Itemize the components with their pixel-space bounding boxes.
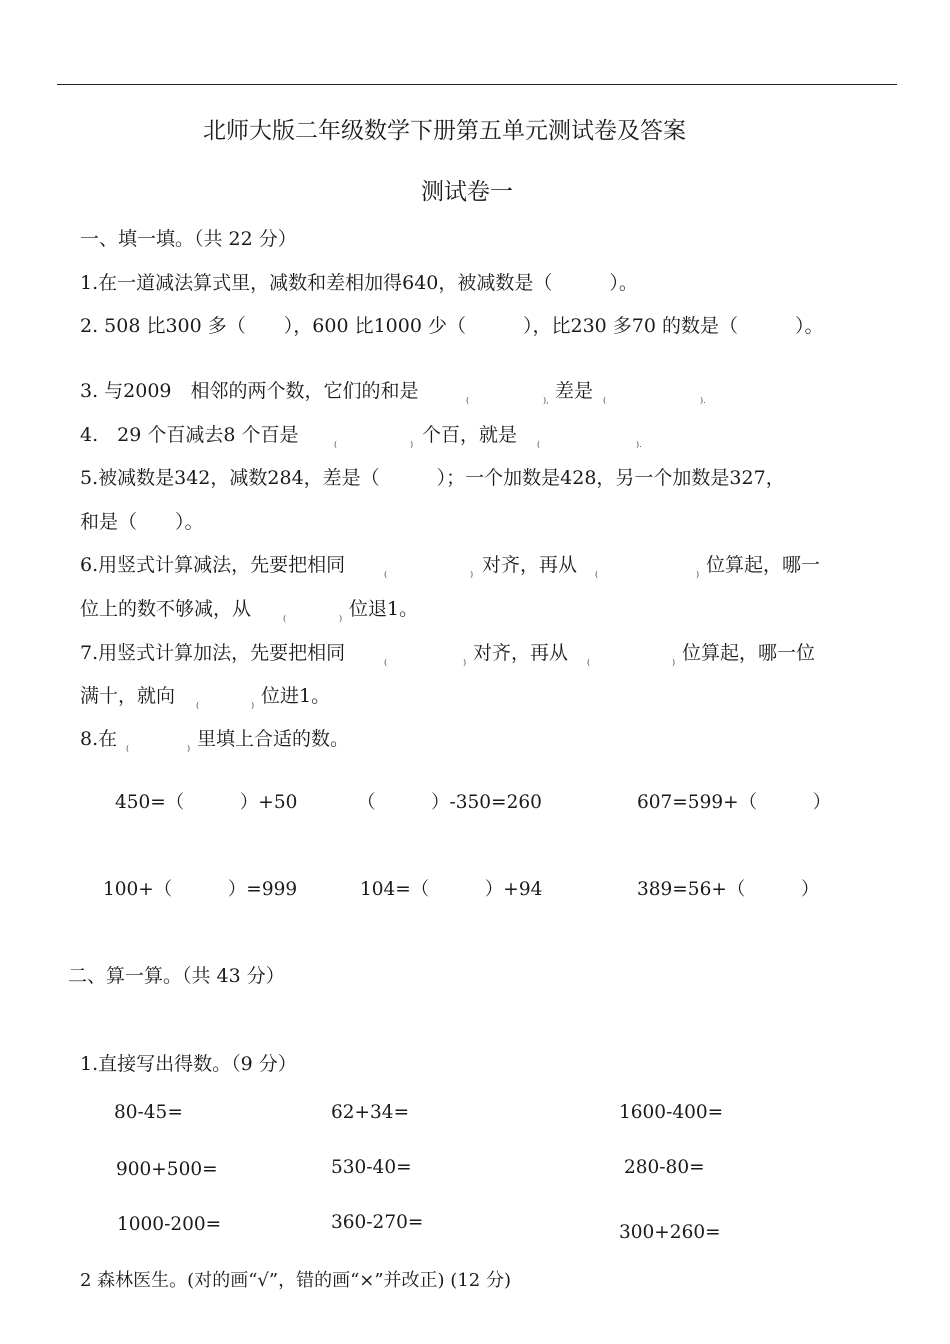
- question-4-part-a: 4. 29 个百减去8 个百是: [80, 424, 299, 446]
- blank-close-mark: ).: [636, 440, 642, 449]
- calc-item: 530-40=: [331, 1157, 412, 1178]
- blank-close-mark: ): [696, 570, 700, 579]
- fill-equation: （ ）-350=260: [357, 792, 542, 813]
- question-7-part-a: 7.用竖式计算加法，先要把相同: [80, 642, 346, 664]
- question-6-part-b: 对齐，再从: [482, 554, 578, 576]
- calc-item: 900+500=: [116, 1159, 218, 1180]
- question-5-line-2: 和是（ ）。: [80, 511, 204, 533]
- question-3-part-a: 3. 与2009 相邻的两个数，它们的和是: [80, 380, 419, 402]
- fill-equation: 389=56+（ ）: [637, 879, 820, 900]
- blank-close-mark: ),: [543, 396, 549, 405]
- blank-close-mark: ): [470, 570, 474, 579]
- blank-open-mark: (: [466, 396, 470, 405]
- fill-equation: 104=（ ）+94: [360, 879, 543, 900]
- calc-item: 1600-400=: [619, 1102, 724, 1123]
- question-1: 1.在一道减法算式里，减数和差相加得640，被减数是（ ）。: [80, 272, 638, 294]
- fill-equation: 450=（ ）+50: [115, 792, 298, 813]
- calc-item: 360-270=: [331, 1212, 424, 1233]
- blank-open-mark: (: [283, 614, 287, 623]
- blank-open-mark: (: [384, 570, 388, 579]
- blank-open-mark: (: [603, 396, 607, 405]
- question-7-part-d: 满十，就向: [80, 685, 176, 707]
- blank-close-mark: ): [339, 614, 343, 623]
- blank-close-mark: ).: [700, 396, 706, 405]
- question-4-part-b: 个百，就是: [422, 424, 518, 446]
- calc-item: 300+260=: [619, 1222, 721, 1243]
- question-8-part-a: 8.在: [80, 728, 118, 750]
- calc-item: 62+34=: [331, 1102, 410, 1123]
- section2-heading: 二、算一算。（共 43 分）: [68, 965, 285, 987]
- blank-open-mark: (: [595, 570, 599, 579]
- section2-sub1: 1.直接写出得数。（9 分）: [80, 1053, 297, 1075]
- calc-item: 280-80=: [624, 1157, 705, 1178]
- question-6-part-e: 位退1。: [349, 598, 419, 620]
- question-6-part-a: 6.用竖式计算减法，先要把相同: [80, 554, 346, 576]
- question-6-part-d: 位上的数不够减，从: [80, 598, 252, 620]
- blank-close-mark: ): [251, 701, 255, 710]
- question-7-part-b: 对齐，再从: [473, 642, 569, 664]
- section2-sub2: 2 森林医生。(对的画“√”，错的画“×”并改正) (12 分): [80, 1270, 511, 1291]
- question-3-part-b: 差是: [555, 380, 594, 402]
- calc-item: 80-45=: [114, 1102, 183, 1123]
- question-5-line-1: 5.被减数是342，减数284，差是（ ）；一个加数是428，另一个加数是327，: [80, 467, 785, 489]
- blank-close-mark: ): [187, 744, 191, 753]
- question-8-part-b: 里填上合适的数。: [197, 728, 350, 750]
- document-subtitle: 测试卷一: [421, 179, 513, 205]
- section1-heading: 一、填一填。（共 22 分）: [80, 228, 297, 250]
- question-7-part-e: 位进1。: [261, 685, 331, 707]
- blank-open-mark: (: [384, 658, 388, 667]
- blank-open-mark: (: [537, 440, 541, 449]
- question-7-part-c: 位算起，哪一位: [682, 642, 816, 664]
- blank-open-mark: (: [126, 744, 130, 753]
- fill-equation: 100+（ ）=999: [103, 879, 298, 900]
- question-2: 2. 508 比300 多（ ），600 比1000 少（ ），比230 多70 的数是（ ）。: [80, 315, 824, 337]
- question-6-part-c: 位算起，哪一: [706, 554, 821, 576]
- fill-equation: 607=599+（ ）: [637, 792, 832, 813]
- blank-open-mark: (: [587, 658, 591, 667]
- blank-open-mark: (: [334, 440, 338, 449]
- blank-open-mark: (: [196, 701, 200, 710]
- document-title: 北师大版二年级数学下册第五单元测试卷及答案: [203, 118, 686, 144]
- blank-close-mark: ): [410, 440, 414, 449]
- blank-close-mark: ): [463, 658, 467, 667]
- blank-close-mark: ): [672, 658, 676, 667]
- header-rule: [57, 84, 897, 85]
- calc-item: 1000-200=: [117, 1214, 222, 1235]
